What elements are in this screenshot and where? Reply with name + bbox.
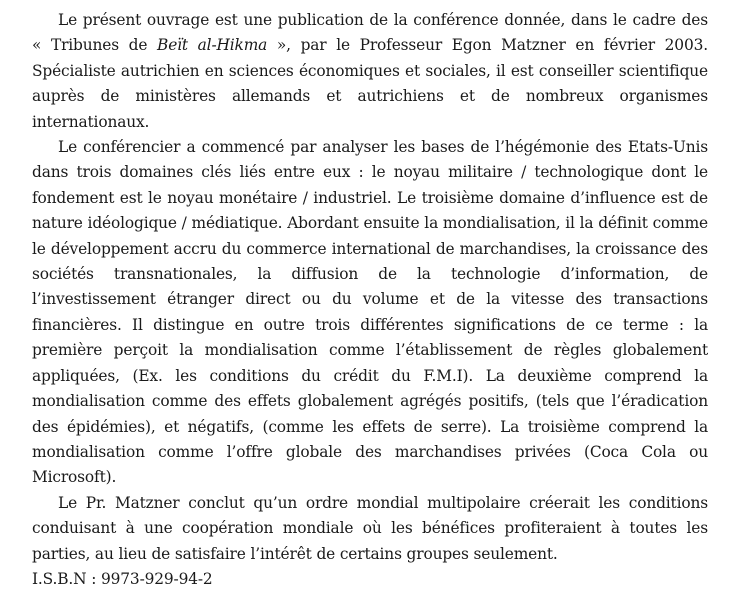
intro-text-end: », par le Professeur Egon Matzner en février 2003. Spécialiste autrichien en sciences économiques et sociales, il est conseiller scientifique auprès de ministères allemands et autrichiens et de nombreux organismes internationaux. (32, 36, 708, 131)
paragraph-analysis: Le conférencier a commencé par analyser les bases de l’hégémonie des Etats-Unis dans trois domaines clés liés entre eux : le noyau militaire / technologique dont le fondement est le noyau monétaire / industriel. Le troisième domaine d’influence est de nature idéologique / médiatique. Abordant ensuite la mondialisation, il la définit comme le développement accru du commerce international de marchandises, la croissance des sociétés transnationales, la diffusion de la technologie d’information, de l’investissement étranger direct ou du volume et de la vitesse des transactions financières. Il distingue en outre trois différentes significations de ce terme : la première perçoit la mondialisation comme l’établissement de règles globalement appliquées, (Ex. les conditions du crédit du F.M.I). La deuxième comprend la mondialisation comme des effets globalement agrégés positifs, (tels que l’éradication des épidémies), et négatifs, (comme les effets de serre). La troisième comprend la mondialisation comme l’offre globale des marchandises privées (Coca Cola ou Microsoft). (32, 138, 708, 487)
intro-italic-title: Beït al-Hikma (157, 36, 268, 55)
paragraph-intro (32, 8, 708, 135)
isbn-line: I.S.B.N : 9973-929-94-2 (32, 569, 213, 588)
paragraph-conclusion: Le Pr. Matzner conclut qu’un ordre mondial multipolaire créerait les conditions conduisant à une coopération mondiale où les bénéfices profiteraient à toutes les parties, au lieu de satisfaire l’intérêt de certains groupes seulement. (32, 493, 708, 563)
document-page (32, 8, 708, 592)
intro-text-start: Le présent ouvrage est une publication de la conférence donnée, dans le cadre des « Tribunes de (32, 11, 708, 55)
